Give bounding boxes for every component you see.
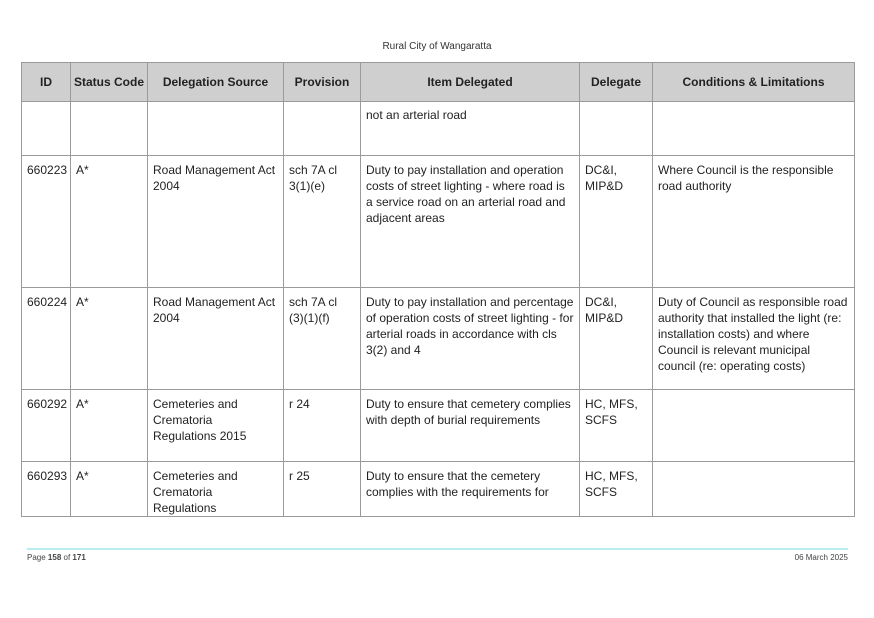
cell-id [22, 102, 71, 156]
cell-delegation-source: Cemeteries and Crematoria Regulations 2015 [148, 390, 284, 462]
document-title: Rural City of Wangaratta [382, 41, 492, 52]
cell-delegation-source [148, 102, 284, 156]
col-header-delegate: Delegate [580, 63, 653, 102]
cell-conditions: Where Council is the responsible road authority [653, 156, 855, 288]
cell-provision [284, 102, 361, 156]
page-total: 171 [72, 553, 86, 562]
footer-date: 06 March 2025 [794, 553, 848, 562]
cell-delegation-source: Road Management Act 2004 [148, 288, 284, 390]
table-header-row [22, 63, 855, 102]
delegations-table [21, 62, 855, 517]
cell-provision: r 25 [284, 462, 361, 517]
cell-provision: sch 7A cl (3)(1)(f) [284, 288, 361, 390]
cell-item-delegated: Duty to pay installation and percentage of operation costs of street lighting - for arterial roads in accordance with cls 3(2) and 4 [361, 288, 580, 390]
col-header-conditions: Conditions & Limitations [653, 63, 855, 102]
cell-id: 660293 [22, 462, 71, 517]
table-row [22, 156, 855, 288]
cell-item-delegated: Duty to pay installation and operation costs of street lighting - where road is a service road on an arterial road and adjacent areas [361, 156, 580, 288]
cell-conditions: Duty of Council as responsible road authority that installed the light (re: installation costs) and where Council is relevant municipal council (re: operating costs) [653, 288, 855, 390]
col-header-status-code: Status Code [71, 63, 148, 102]
cell-provision: r 24 [284, 390, 361, 462]
table-row [22, 102, 855, 156]
col-header-item-delegated: Item Delegated [361, 63, 580, 102]
cell-delegate: DC&I, MIP&D [580, 156, 653, 288]
cell-delegation-source: Cemeteries and Crematoria Regulations [148, 462, 284, 517]
cell-conditions [653, 102, 855, 156]
cell-id: 660223 [22, 156, 71, 288]
footer-divider [27, 548, 848, 550]
cell-status-code: A* [71, 390, 148, 462]
page-current: 158 [47, 553, 62, 562]
cell-id: 660224 [22, 288, 71, 390]
cell-delegate: HC, MFS, SCFS [580, 390, 653, 462]
page-of: of [63, 553, 71, 562]
col-header-provision: Provision [284, 63, 361, 102]
page-prefix: Page [27, 553, 46, 562]
cell-status-code: A* [71, 462, 148, 517]
cell-id: 660292 [22, 390, 71, 462]
cell-delegate: HC, MFS, SCFS [580, 462, 653, 517]
cell-provision: sch 7A cl 3(1)(e) [284, 156, 361, 288]
col-header-id: ID [22, 63, 71, 102]
table-row [22, 462, 855, 517]
table-row [22, 390, 855, 462]
cell-delegate [580, 102, 653, 156]
col-header-delegation-source: Delegation Source [148, 63, 284, 102]
cell-item-delegated: Duty to ensure that the cemetery complies with the requirements for [361, 462, 580, 517]
table-row [22, 288, 855, 390]
cell-delegation-source: Road Management Act 2004 [148, 156, 284, 288]
cell-conditions [653, 462, 855, 517]
cell-item-delegated: Duty to ensure that cemetery complies with depth of burial requirements [361, 390, 580, 462]
cell-delegate: DC&I, MIP&D [580, 288, 653, 390]
cell-status-code: A* [71, 288, 148, 390]
cell-item-delegated: not an arterial road [361, 102, 580, 156]
cell-conditions [653, 390, 855, 462]
page-number [27, 553, 86, 562]
cell-status-code [71, 102, 148, 156]
cell-status-code: A* [71, 156, 148, 288]
